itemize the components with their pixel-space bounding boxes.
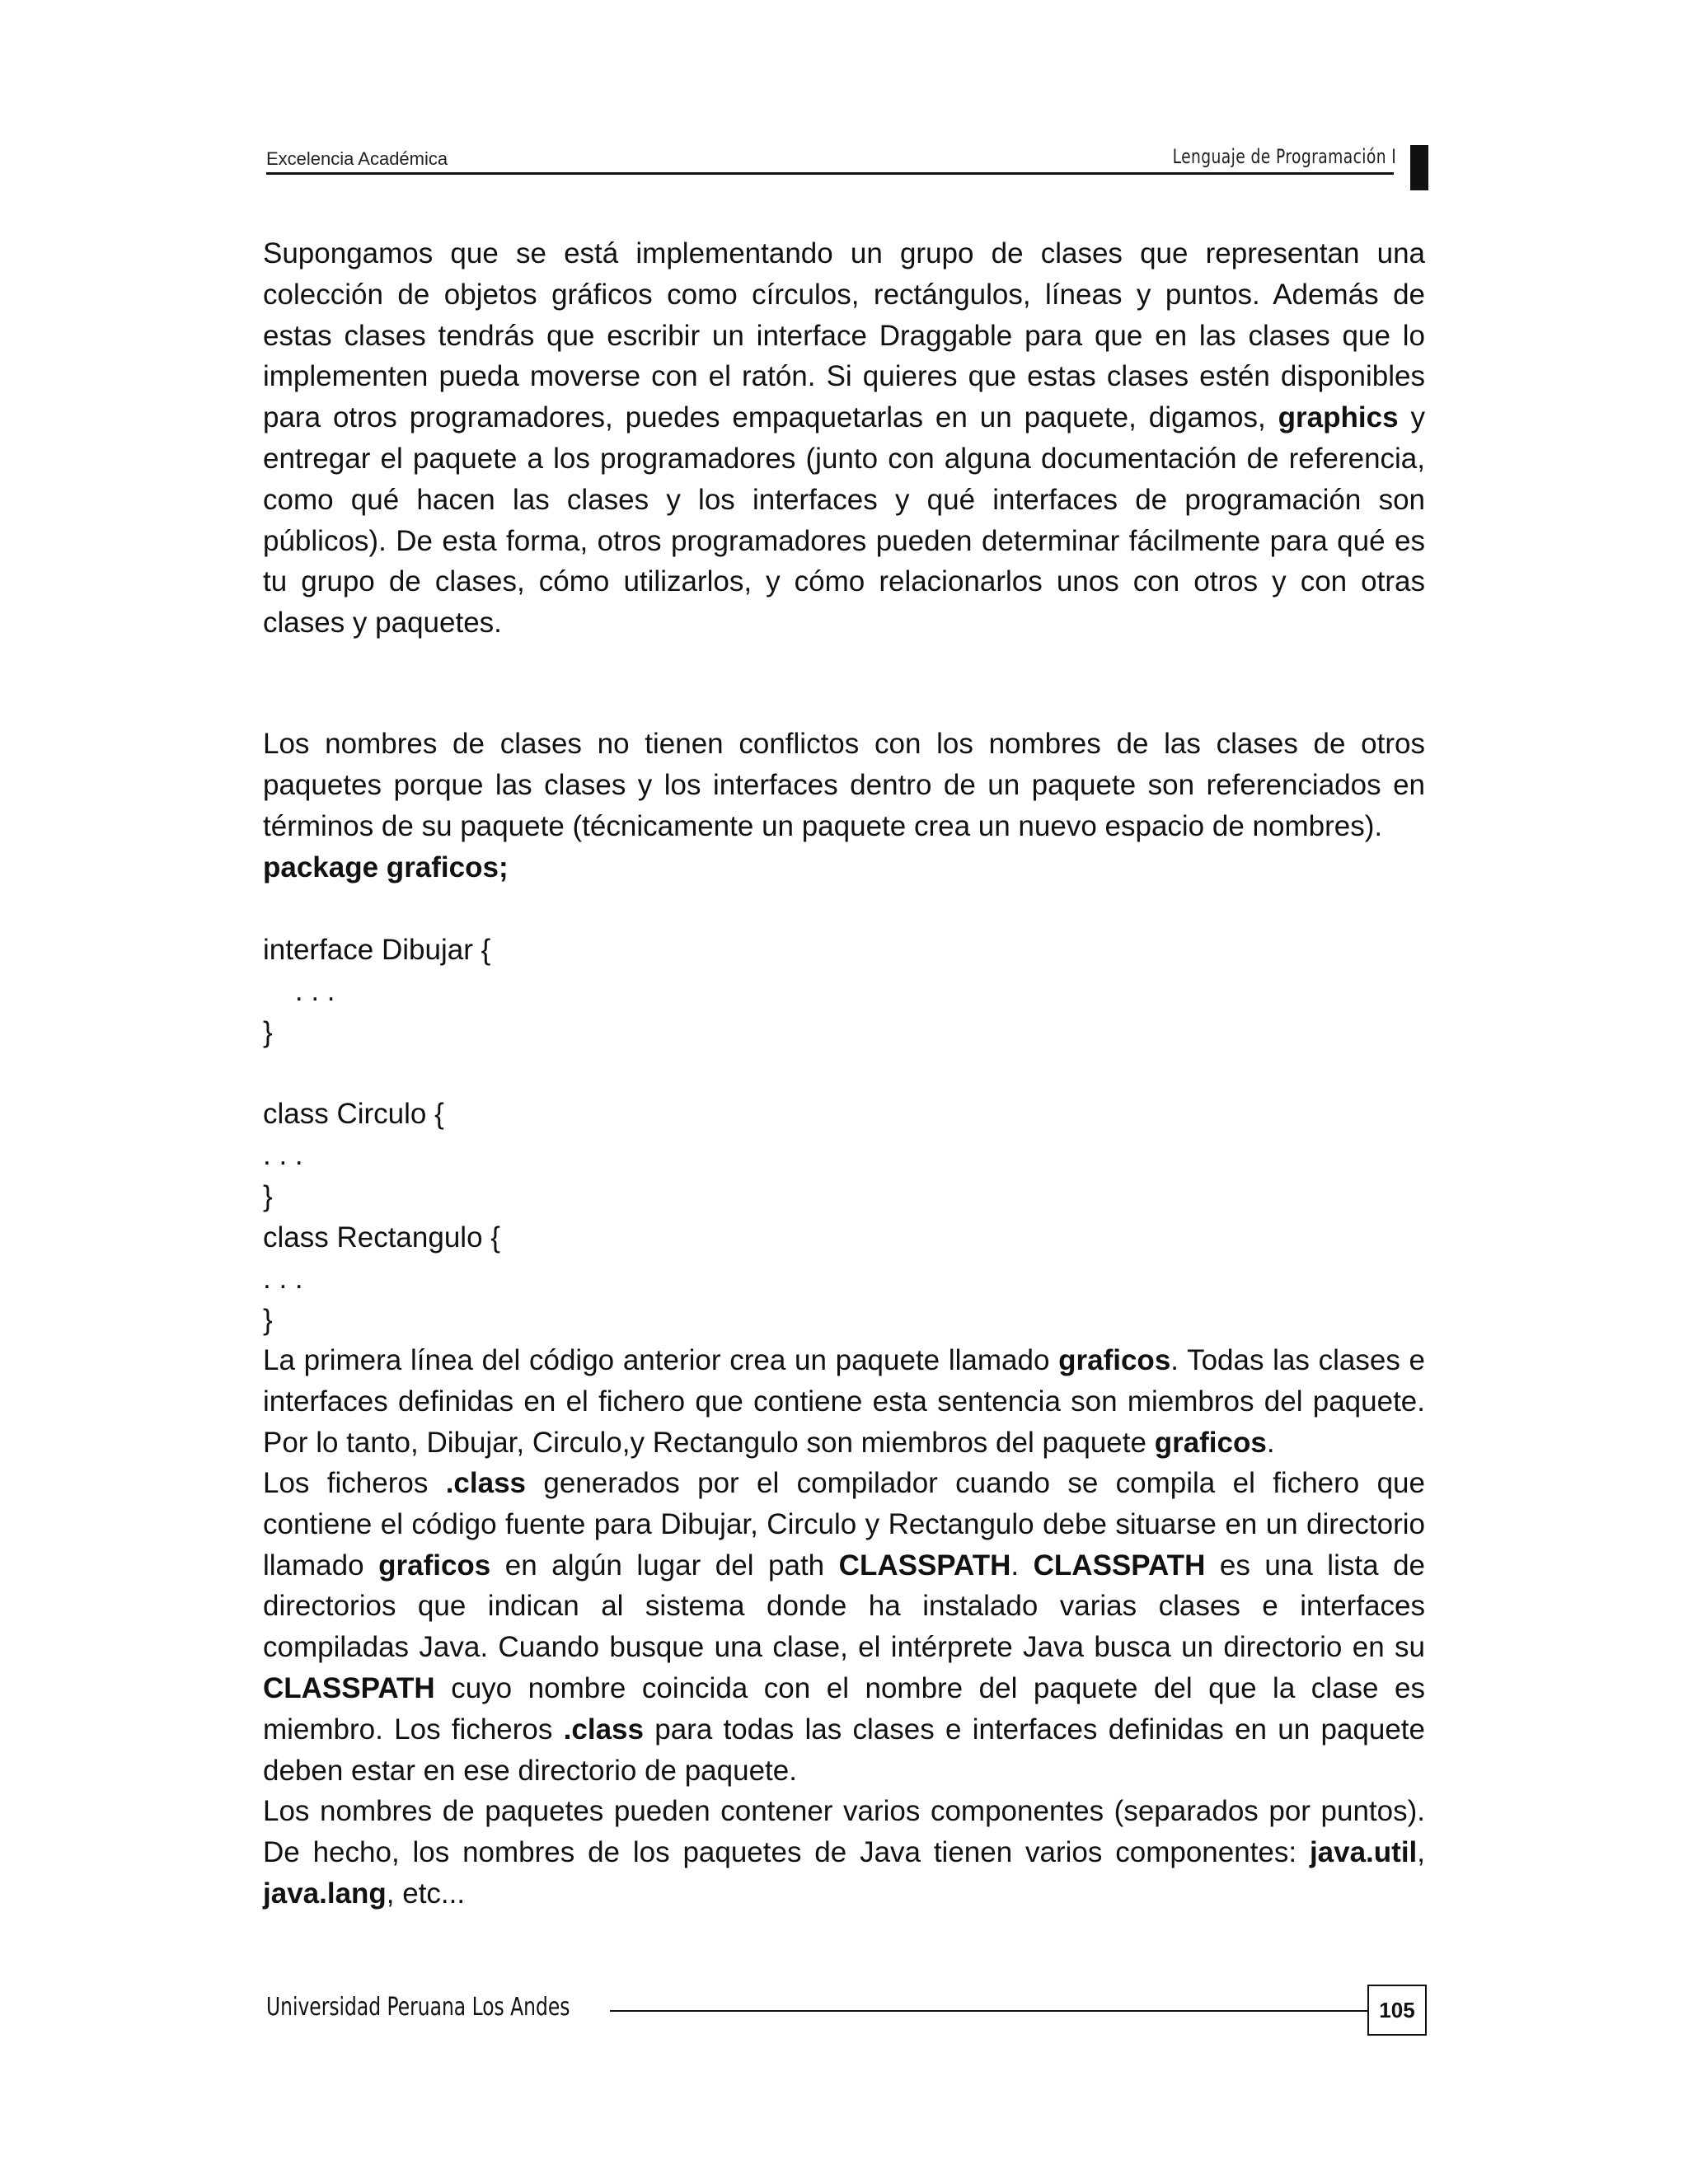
page-number: 105 (1367, 1985, 1427, 2036)
code-line-interface: interface Dibujar { (263, 934, 491, 966)
header-left-title: Excelencia Académica (266, 148, 448, 169)
code-line-class-rectangulo: class Rectangulo { (263, 1221, 500, 1254)
paragraph-namespaces: Los nombres de clases no tienen conflictos con los nombres de las clases de otros paquetes porque las clases y los interfaces dentro de un paquete son referenciados en términos de su paquete (técnicamente un paquete crea un nuevo espacio de nombres). (263, 728, 1425, 842)
bold-term: CLASSPATH (263, 1671, 435, 1704)
paragraph-text: y entregar el paquete a los programadores (junto con alguna documentación de referencia, como qué hacen las clases y los interfaces y qué interfaces de programación son públicos). De esta forma, otros programadores pueden determinar fácilmente para qué es tu grupo de clases, cómo utilizarlos, y cómo relacionarlos unos con otros y con otras clases y paquetes. (263, 401, 1425, 640)
paragraph-text: cuyo nombre coincida con el nombre del paquete del que la clase es miembro. Los ficheros (263, 1671, 1425, 1746)
header-rule (266, 172, 1394, 175)
bold-term: graficos (1154, 1426, 1267, 1459)
paragraph-text: . (1266, 1426, 1275, 1459)
code-line-ellipsis: . . . (263, 1139, 303, 1171)
paragraph-text: en algún lugar del path (490, 1549, 839, 1582)
paragraph-text: es una lista de directorios que indican al sistema donde ha instalado varias clases e interfaces compiladas Java. Cuando busque una clase, el intérprete Java busca un directorio en su (263, 1549, 1425, 1664)
code-line-close-brace: } (263, 1016, 273, 1048)
bold-term: CLASSPATH (1033, 1549, 1206, 1582)
paragraph-text: para todas las clases e interfaces definidas en un paquete deben estar en ese directorio de paquete. (263, 1713, 1425, 1787)
bold-term: CLASSPATH (838, 1549, 1011, 1582)
code-line-close-brace: } (263, 1304, 273, 1336)
paragraph-text: La primera línea del código anterior crea un paquete llamado (263, 1344, 1059, 1376)
paragraph-text: Supongamos que se está implementando un grupo de clases que representan una colección de objetos gráficos como círculos, rectángulos, líneas y puntos. Además de estas clases tendrás que escribir un interface Draggable para que en las clases que lo implementen pueda moverse con el ratón. Si quieres que estas clases estén disponibles para otros programadores, puedes empaquetarlas en un paquete, digamos, (263, 237, 1425, 434)
code-line-close-brace: } (263, 1180, 273, 1212)
paragraph-intro (263, 233, 1425, 644)
code-line-class-circulo: class Circulo { (263, 1098, 444, 1130)
code-line-ellipsis: . . . (263, 1263, 303, 1295)
paragraph-text: , etc... (386, 1877, 466, 1910)
paragraph-text: Los ficheros (263, 1467, 446, 1499)
paragraph-text: . Todas las clases e interfaces definidas en el fichero que contiene esta sentencia son miembros del paquete. Por lo tanto, Dibujar, Circulo,y Rectangulo son miembros del paquete (263, 1344, 1425, 1459)
paragraph-text: Los nombres de paquetes pueden contener varios componentes (separados por puntos). De hecho, los nombres de los paquetes de Java tienen varios componentes: (263, 1795, 1425, 1868)
paragraph-text: , (1417, 1835, 1425, 1868)
footer-rule (610, 2010, 1368, 2012)
bold-term: .class (563, 1713, 644, 1746)
bold-term: graficos (1058, 1344, 1171, 1376)
code-line-ellipsis: . . . (263, 975, 335, 1007)
header-block-marker (1410, 145, 1428, 190)
bold-term: java.util (1309, 1835, 1418, 1868)
paragraph-text: . (1010, 1549, 1034, 1582)
bold-term: .class (445, 1467, 526, 1499)
bold-term: graficos (378, 1549, 491, 1582)
header-right-title: Lenguaje de Programación I (1172, 145, 1396, 168)
footer-university-name: Universidad Peruana Los Andes (266, 1993, 570, 2022)
paragraph-class-files (263, 1463, 1425, 1791)
paragraph-first-line-explanation (263, 1340, 1425, 1463)
bold-term: graphics (1278, 401, 1399, 434)
code-line-package: package graficos; (263, 851, 509, 883)
bold-term: java.lang (263, 1877, 387, 1910)
paragraph-package-names (263, 1791, 1425, 1914)
paragraph-text: generados por el compilador cuando se compila el fichero que contiene el código fuente para Dibujar, Circulo y Rectangulo debe situarse en un directorio llamado (263, 1467, 1425, 1582)
